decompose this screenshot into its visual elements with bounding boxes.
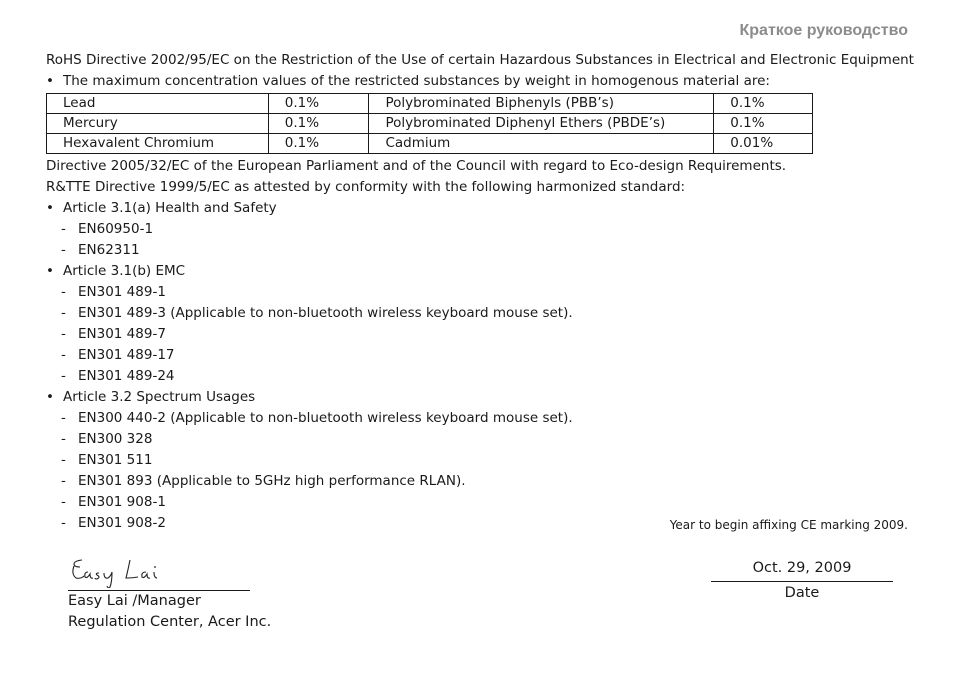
article-title: Article 3.2 Spectrum Usages — [63, 389, 256, 405]
table-row — [47, 94, 813, 114]
rohs-title: RoHS Directive 2002/95/EC on the Restriction of the Use of certain Hazardous Substances in Electrical and Electronic Equipment — [46, 52, 914, 68]
dash-marker: - — [61, 410, 66, 426]
article-heading — [46, 387, 916, 408]
dash-marker: - — [61, 494, 66, 510]
bullet-icon: • — [46, 200, 54, 216]
list-item — [46, 450, 916, 471]
signature-block — [68, 552, 272, 633]
date-block — [711, 558, 893, 604]
standard-label: EN301 489-17 — [78, 347, 175, 363]
standard-label: EN301 893 (Applicable to 5GHz high performance RLAN). — [78, 473, 466, 489]
date-label: Date — [784, 585, 820, 601]
table-cell: 0.1% — [268, 114, 369, 134]
dash-marker: - — [61, 284, 66, 300]
dash-marker: - — [61, 473, 66, 489]
declaration-body — [46, 50, 916, 534]
article-title: Article 3.1(a) Health and Safety — [63, 200, 277, 216]
rohs-bullet-text: The maximum concentration values of the restricted substances by weight in homogenous material are: — [63, 73, 770, 89]
table-cell: Mercury — [47, 114, 269, 134]
article-heading — [46, 261, 916, 282]
standard-label: EN301 489-24 — [78, 368, 175, 384]
list-item — [46, 429, 916, 450]
dash-marker: - — [61, 242, 66, 258]
rtte-directive: R&TTE Directive 1999/5/EC as attested by conformity with the following harmonized standard: — [46, 179, 686, 195]
dash-marker: - — [61, 221, 66, 237]
signatory-organization: Regulation Center, Acer Inc. — [68, 614, 272, 630]
standard-label: EN301 489-7 — [78, 326, 166, 342]
bullet-icon: • — [46, 73, 54, 89]
table-cell: Lead — [47, 94, 269, 114]
standard-label: EN60950-1 — [78, 221, 154, 237]
list-item — [46, 408, 916, 429]
standard-label: EN300 440-2 (Applicable to non-bluetooth wireless keyboard mouse set). — [78, 410, 573, 426]
standard-label: EN301 489-3 (Applicable to non-bluetooth wireless keyboard mouse set). — [78, 305, 573, 321]
dash-marker: - — [61, 347, 66, 363]
standard-label: EN301 489-1 — [78, 284, 166, 300]
table-cell: Polybrominated Biphenyls (PBB’s) — [369, 94, 714, 114]
dash-marker: - — [61, 452, 66, 468]
table-row — [47, 134, 813, 154]
page-header-title: Краткое руководство — [739, 22, 908, 39]
articles-list — [46, 198, 916, 534]
table-row — [47, 114, 813, 134]
signatory-name: Easy Lai /Manager — [68, 593, 201, 609]
ecodesign-directive: Directive 2005/32/EC of the European Parliament and of the Council with regard to Eco-design Requirements. — [46, 158, 787, 174]
list-item — [46, 492, 916, 513]
article-heading — [46, 198, 916, 219]
bullet-icon: • — [46, 389, 54, 405]
dash-marker: - — [61, 368, 66, 384]
table-cell: Cadmium — [369, 134, 714, 154]
substances-table — [46, 93, 813, 154]
standard-label: EN300 328 — [78, 431, 153, 447]
rohs-bullet — [46, 71, 916, 92]
table-cell: 0.01% — [714, 134, 813, 154]
list-item — [46, 303, 916, 324]
table-cell: 0.1% — [714, 94, 813, 114]
standard-label: EN301 511 — [78, 452, 153, 468]
table-cell: 0.1% — [714, 114, 813, 134]
table-cell: 0.1% — [268, 94, 369, 114]
standard-label: EN301 908-1 — [78, 494, 166, 510]
table-cell: 0.1% — [268, 134, 369, 154]
ce-marking-note: Year to begin affixing CE marking 2009. — [669, 518, 908, 532]
standard-label: EN62311 — [78, 242, 140, 258]
list-item — [46, 345, 916, 366]
list-item — [46, 324, 916, 345]
list-item — [46, 240, 916, 261]
dash-marker: - — [61, 305, 66, 321]
date-value: Oct. 29, 2009 — [752, 560, 852, 576]
bullet-icon: • — [46, 263, 54, 279]
dash-marker: - — [61, 431, 66, 447]
article-title: Article 3.1(b) EMC — [63, 263, 186, 279]
list-item — [46, 366, 916, 387]
dash-marker: - — [61, 515, 66, 531]
handwritten-signature — [68, 552, 250, 588]
standard-label: EN301 908-2 — [78, 515, 166, 531]
table-cell: Polybrominated Diphenyl Ethers (PBDE’s) — [369, 114, 714, 134]
table-cell: Hexavalent Chromium — [47, 134, 269, 154]
list-item — [46, 471, 916, 492]
dash-marker: - — [61, 326, 66, 342]
list-item — [46, 282, 916, 303]
list-item — [46, 219, 916, 240]
